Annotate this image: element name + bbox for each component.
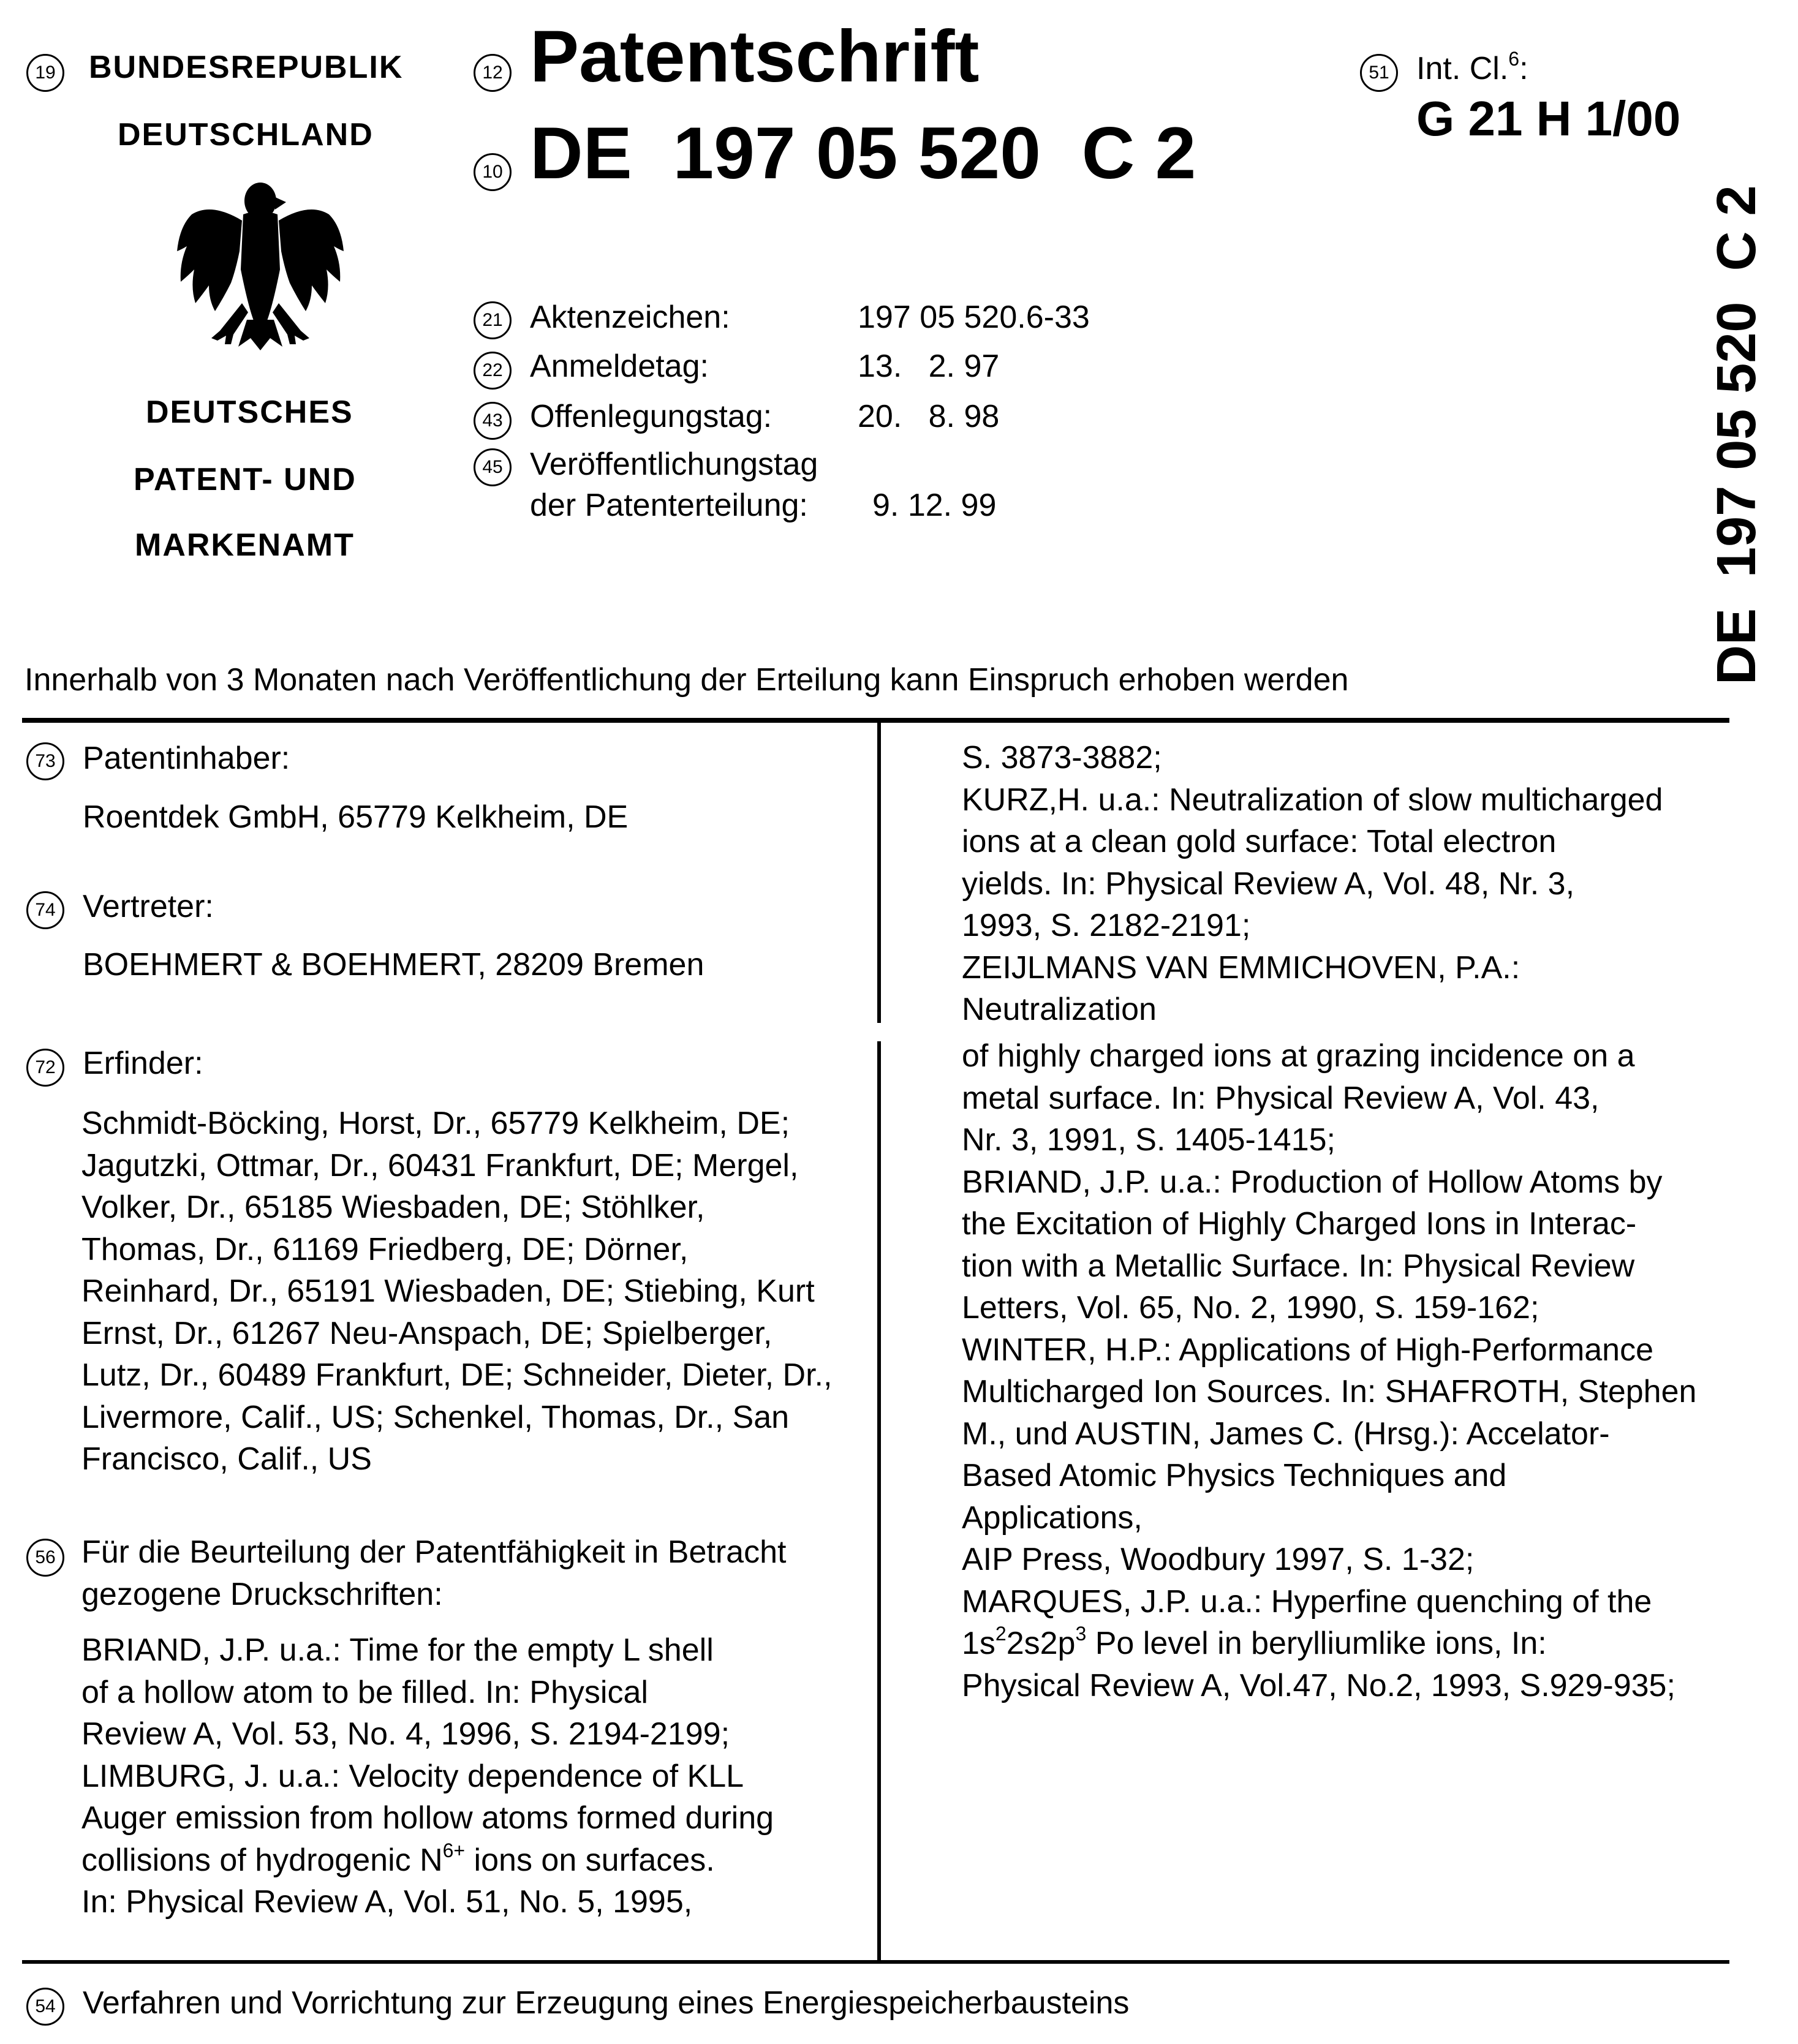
reference-line: WINTER, H.P.: Applications of High-Performance	[962, 1332, 1654, 1368]
druckschriften-label	[81, 1531, 786, 1615]
federal-eagle-icon	[175, 178, 346, 364]
reference-line: LIMBURG, J. u.a.: Velocity dependence of KLL	[81, 1758, 744, 1794]
reference-line: AIP Press, Woodbury 1997, S. 1-32;	[962, 1542, 1475, 1577]
erfinder-line: Ernst, Dr., 61267 Neu-Anspach, DE; Spielberger,	[81, 1315, 772, 1351]
doc-number: DE 197 05 520 C 2	[530, 112, 1196, 194]
office-line-3: MARKENAMT	[135, 527, 355, 563]
reference-line: the Excitation of Highly Charged Ions in Interac-	[962, 1206, 1637, 1242]
code-56: 56	[26, 1539, 64, 1577]
references-right-top	[962, 737, 1728, 1031]
vertreter-value: BOEHMERT & BOEHMERT, 28209 Bremen	[83, 947, 704, 982]
veroeffentlichung-label-2: der Patenterteilung:	[530, 488, 808, 523]
reference-line: $1s^22s2p^3$ Po level in berylliumlike ions, In:	[962, 1623, 1547, 1661]
code-45: 45	[474, 448, 512, 486]
opposition-notice: Innerhalb von 3 Monaten nach Veröffentlichung der Erteilung kann Einspruch erhoben werden	[25, 662, 1349, 698]
patentinhaber-value: Roentdek GmbH, 65779 Kelkheim, DE	[83, 799, 629, 835]
druckschriften-label-line: gezogene Druckschriften:	[81, 1576, 443, 1612]
code-72: 72	[26, 1049, 64, 1087]
reference-line: Based Atomic Physics Techniques and	[962, 1458, 1507, 1493]
offenlegungstag-label: Offenlegungstag:	[530, 399, 772, 434]
reference-line: S. 3873-3882;	[962, 740, 1162, 775]
reference-line: BRIAND, J.P. u.a.: Time for the empty L shell	[81, 1632, 714, 1668]
offenlegungstag-value: 20. 8. 98	[858, 399, 1000, 434]
reference-line: MARQUES, J.P. u.a.: Hyperfine quenching of the	[962, 1583, 1652, 1620]
country-line-2: DEUTSCHLAND	[118, 117, 374, 153]
reference-line: ZEIJLMANS VAN EMMICHOVEN, P.A.:	[962, 949, 1520, 986]
druckschriften-label-line: Für die Beurteilung der Patentfähigkeit in Betracht	[81, 1534, 787, 1570]
erfinder-line: Lutz, Dr., 60489 Frankfurt, DE; Schneider, Dieter, Dr.,	[81, 1357, 833, 1393]
patentinhaber-label: Patentinhaber:	[83, 741, 290, 776]
code-43: 43	[474, 402, 512, 440]
anmeldetag-value: 13. 2. 97	[858, 349, 1000, 384]
reference-line: collisions of hydrogenic $N^{6+}$ ions on surfaces.	[81, 1839, 715, 1878]
erfinder-line: Livermore, Calif., US; Schenkel, Thomas, Dr., San	[81, 1399, 790, 1435]
erfinder-line: Jagutzki, Ottmar, Dr., 60431 Frankfurt, DE; Mergel,	[81, 1147, 799, 1183]
code-21: 21	[474, 301, 512, 339]
code-10: 10	[474, 153, 512, 191]
office-line-2: PATENT- UND	[134, 462, 357, 497]
reference-line: KURZ,H. u.a.: Neutralization of slow multicharged	[962, 782, 1663, 818]
bottom-rule	[22, 1960, 1729, 1964]
reference-line: ions at a clean gold surface: Total electron	[962, 824, 1557, 859]
code-19: 19	[26, 54, 64, 92]
reference-line: of highly charged ions at grazing incidence on a	[962, 1038, 1635, 1074]
code-54: 54	[26, 1988, 64, 2026]
erfinder-list	[81, 1103, 872, 1480]
references-right-bottom	[962, 1035, 1728, 1706]
int-cl-label: Int. Cl.$^6$:	[1416, 48, 1528, 86]
reference-line: tion with a Metallic Surface. In: Physical Review	[962, 1248, 1635, 1284]
invention-title: Verfahren und Vorrichtung zur Erzeugung eines Energiespeicherbausteins	[83, 1985, 1130, 2021]
reference-line: Applications,	[962, 1499, 1143, 1536]
reference-line: Auger emission from hollow atoms formed during	[81, 1800, 774, 1836]
erfinder-line: Francisco, Calif., US	[81, 1441, 372, 1477]
reference-line: of a hollow atom to be filled. In: Physical	[81, 1674, 648, 1710]
veroeffentlichung-value: 9. 12. 99	[872, 488, 997, 523]
code-51: 51	[1360, 54, 1398, 92]
column-divider-upper	[877, 723, 881, 1023]
erfinder-line: Thomas, Dr., 61169 Friedberg, DE; Dörner,	[81, 1231, 689, 1267]
column-divider-lower	[877, 1041, 881, 1960]
reference-line: Review A, Vol. 53, No. 4, 1996, S. 2194-2199;	[81, 1716, 730, 1752]
code-74: 74	[26, 891, 64, 929]
vertreter-label: Vertreter:	[83, 889, 214, 924]
side-document-number: DE 197 05 520 C 2	[1706, 185, 1767, 685]
erfinder-line: Reinhard, Dr., 65191 Wiesbaden, DE; Stiebing, Kurt	[81, 1273, 815, 1309]
aktenzeichen-value: 197 05 520.6-33	[858, 300, 1090, 335]
reference-line: Multicharged Ion Sources. In: SHAFROTH, Stephen	[962, 1374, 1697, 1409]
reference-line: Neutralization	[962, 992, 1157, 1027]
int-cl-value: G 21 H 1/00	[1416, 91, 1681, 146]
reference-line: metal surface. In: Physical Review A, Vol. 43,	[962, 1080, 1600, 1116]
doc-type: Patentschrift	[530, 15, 980, 97]
references-left	[81, 1629, 872, 1923]
erfinder-line: Volker, Dr., 65185 Wiesbaden, DE; Stöhlker,	[81, 1190, 705, 1225]
reference-line: Physical Review A, Vol.47, No.2, 1993, S.929-935;	[962, 1667, 1675, 1703]
reference-line: 1993, S. 2182-2191;	[962, 908, 1251, 943]
erfinder-line: Schmidt-Böcking, Horst, Dr., 65779 Kelkheim, DE;	[81, 1106, 790, 1141]
code-73: 73	[26, 742, 64, 780]
veroeffentlichung-label-1: Veröffentlichungstag	[530, 447, 818, 482]
code-12: 12	[474, 54, 512, 92]
country-line-1: BUNDESREPUBLIK	[89, 50, 404, 85]
reference-line: Letters, Vol. 65, No. 2, 1990, S. 159-162;	[962, 1290, 1539, 1326]
office-line-1: DEUTSCHES	[146, 394, 353, 430]
reference-line: In: Physical Review A, Vol. 51, No. 5, 1995,	[81, 1884, 693, 1920]
code-22: 22	[474, 352, 512, 390]
top-rule	[22, 718, 1729, 723]
reference-line: M., und AUSTIN, James C. (Hrsg.): Accelator-	[962, 1416, 1610, 1452]
aktenzeichen-label: Aktenzeichen:	[530, 300, 730, 335]
erfinder-label: Erfinder:	[83, 1046, 203, 1081]
reference-line: BRIAND, J.P. u.a.: Production of Hollow Atoms by	[962, 1164, 1663, 1200]
reference-line: Nr. 3, 1991, S. 1405-1415;	[962, 1122, 1335, 1158]
reference-line: yields. In: Physical Review A, Vol. 48, Nr. 3,	[962, 865, 1575, 902]
anmeldetag-label: Anmeldetag:	[530, 349, 709, 384]
